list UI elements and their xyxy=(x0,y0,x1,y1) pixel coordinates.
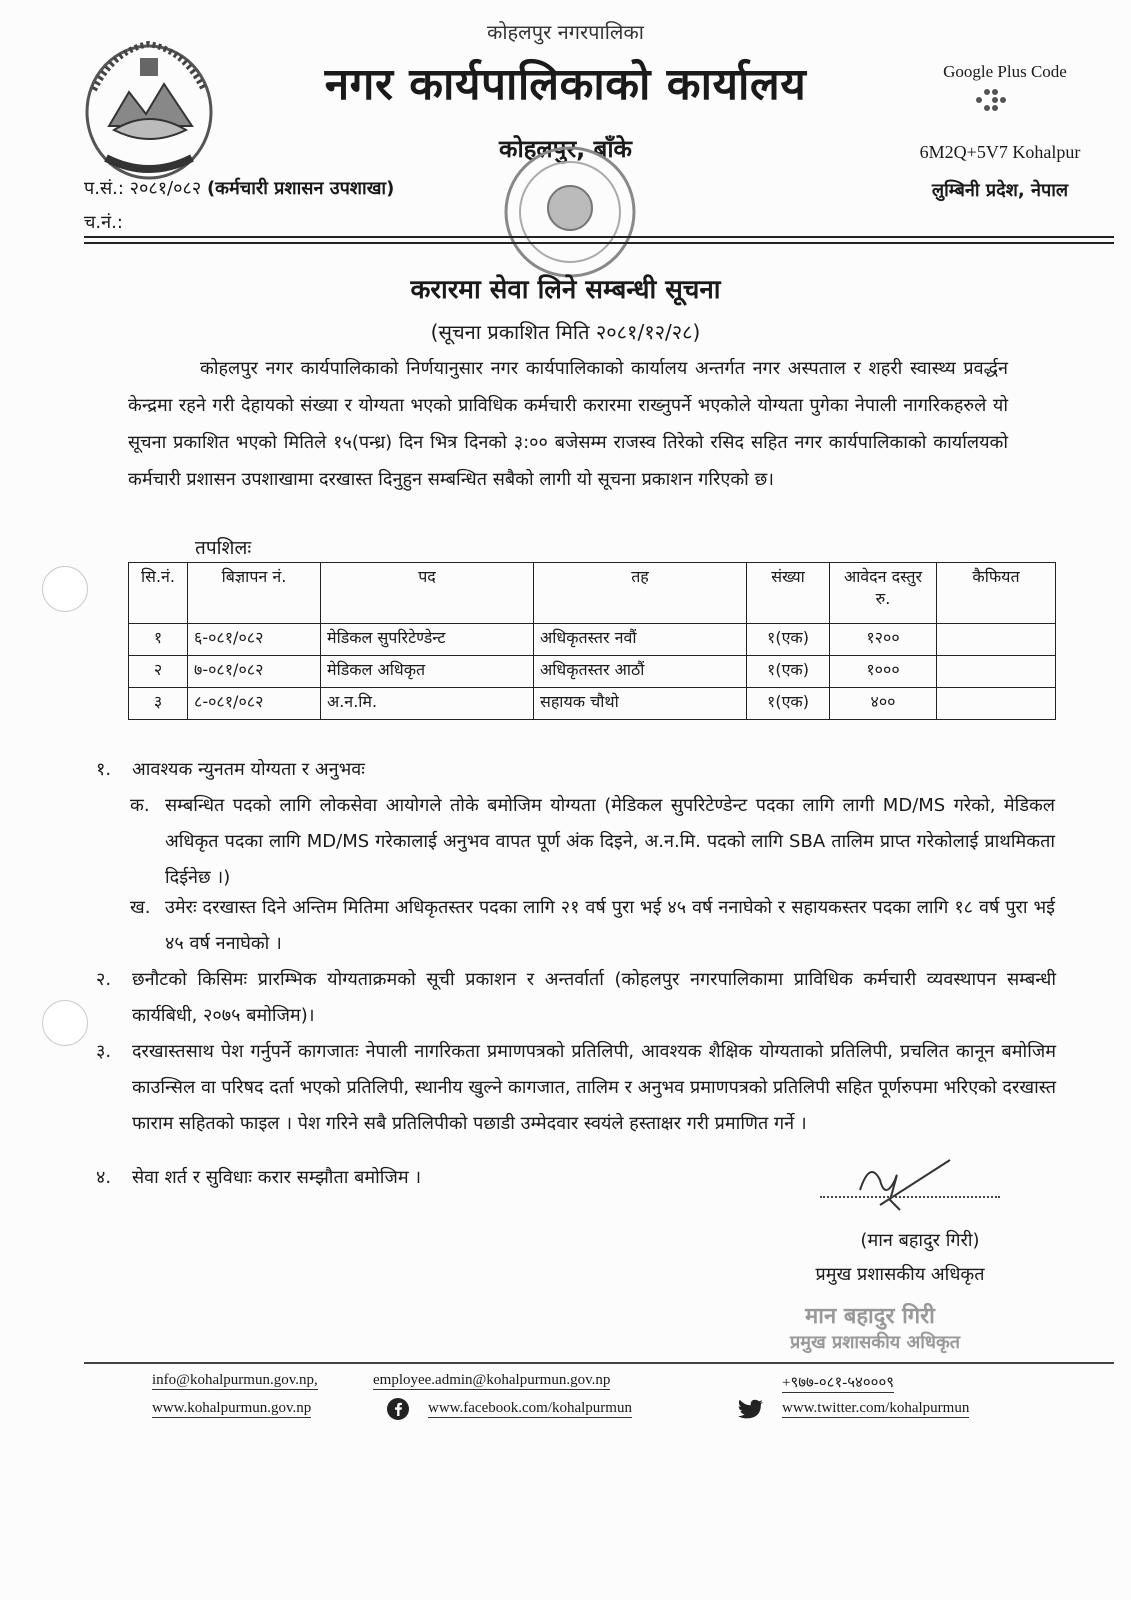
facebook-link[interactable]: www.facebook.com/kohalpurmun xyxy=(428,1400,632,1416)
item-ka-text: सम्बन्धित पदको लागि लोकसेवा आयोगले तोके बमोजिम योग्यता (मेडिकल सुपरिटेण्डेन्ट पदका लागि लागी MD/MS गरेको, मेडिकल अधिकृत पदका लागि MD/MS गरेकालाई अनुभव वापत पूर्ण अंक दिइने, अ.न.मि. पदको लागि SBA तालिम प्राप्त गरेकोलाई प्राथमिकता दिईनेछ ।) xyxy=(165,795,1055,888)
cell-sn: २ xyxy=(129,656,188,688)
cell-post: अ.न.मि. xyxy=(321,688,534,720)
section-3-text: दरखास्तसाथ पेश गर्नुपर्ने कागजातः नेपाली नागरिकता प्रमाणपत्रको प्रतिलिपी, आवश्यक शैक्षिक योग्यताको प्रतिलिपी, प्रचलित कानून बमोजिम काउन्सिल वा परिषद दर्ता भएको प्रतिलिपी, स्थानीय खुल्ने कागजात, तालिम र अनुभव प्रमाणपत्रको प्रतिलिपी सहित पूर्णरुपमा भरिएको दरखास्त फाराम सहितको फाइल । पेश गरिने सबै प्रतिलिपीको पछाडी उम्मेदवार स्वयंले हस्ताक्षर गरी प्रमाणित गर्ने । xyxy=(132,1041,1056,1134)
google-plus-code-label: Google Plus Code xyxy=(943,62,1067,81)
cell-sn: ३ xyxy=(129,688,188,720)
cell-count: १(एक) xyxy=(747,656,830,688)
footer-divider xyxy=(84,1362,1114,1364)
section-4-text: सेवा शर्त र सुविधाः करार सम्झौता बमोजिम । xyxy=(132,1167,422,1188)
reference-number-value: प.सं.: २०८१/०८२ xyxy=(84,178,202,199)
col-ad-no: बिज्ञापन नं. xyxy=(188,563,321,624)
email-info-link[interactable]: info@kohalpurmun.gov.np, xyxy=(152,1372,318,1388)
col-post: पद xyxy=(321,563,534,624)
table-row xyxy=(129,688,1056,720)
header-divider xyxy=(84,236,1114,238)
post-stamp: प्रमुख प्रशासकीय अधिकृत xyxy=(789,1332,961,1353)
cell-post: मेडिकल अधिकृत xyxy=(321,656,534,688)
punch-hole xyxy=(42,1000,88,1046)
office-location: कोहलपुर, बाँके xyxy=(499,135,632,163)
cell-level: अधिकृतस्तर आठौं xyxy=(534,656,747,688)
section-2-number: २. xyxy=(96,969,112,990)
cell-ad-no: ८-०८१/०८२ xyxy=(188,688,321,720)
schedule-label: तपशिलः xyxy=(195,537,252,559)
notice-body-text: कोहलपुर नगर कार्यपालिकाको निर्णयानुसार नगर कार्यपालिकाको कार्यालय अन्तर्गत नगर अस्पताल र शहरी स्वास्थ्य प्रवर्द्धन केन्द्रमा रहने गरी देहायको संख्या र योग्यता भएको प्राविधिक कर्मचारी करारमा राख्नुपर्ने भएकोले योग्यता पुगेका नेपाली नागरिकहरुले यो सूचना प्रकाशित भएको मितिले १५(पन्ध्र) दिन भित्र दिनको ३:०० बजेसम्म राजस्व तिरेको रसिद सहित नगर कार्यपालिकाको कार्यालयको कर्मचारी प्रशासन उपशाखामा दरखास्त दिनुहुन सम्बन्धित सबैको लागी यो सूचना प्रकाशन गरिएको छ। xyxy=(128,358,1008,490)
phone-number: +९७७-०८१-५४०००९ xyxy=(782,1372,894,1393)
cell-level: अधिकृतस्तर नवौं xyxy=(534,624,747,656)
signatory-name: (मान बहादुर गिरी) xyxy=(860,1230,980,1251)
twitter-link[interactable]: www.twitter.com/kohalpurmun xyxy=(782,1400,970,1416)
cell-ad-no: ७-०८१/०८२ xyxy=(188,656,321,688)
cell-fee: १००० xyxy=(830,656,937,688)
section-2-text: छनौटको किसिमः प्रारम्भिक योग्यताक्रमको सूची प्रकाशन र अन्तर्वार्ता (कोहलपुर नगरपालिकामा प्राविधिक कर्मचारी व्यवस्थापन सम्बन्धी कार्यबिधी, २०७५ बमोजिम)। xyxy=(132,969,1056,1026)
reference-number xyxy=(84,176,394,200)
dispatch-number: च.नं.: xyxy=(84,212,123,233)
col-fee: आवेदन दस्तुर रु. xyxy=(830,563,937,624)
municipality-name: कोहलपुर नगरपालिका xyxy=(487,20,644,44)
cell-remarks xyxy=(937,656,1056,688)
col-sn: सि.नं. xyxy=(129,563,188,624)
cell-ad-no: ६-०८१/०८२ xyxy=(188,624,321,656)
punch-hole xyxy=(42,566,88,612)
header-divider xyxy=(84,242,1114,244)
section-number: १. xyxy=(96,759,112,780)
google-plus-code: 6M2Q+5V7 Kohalpur xyxy=(919,142,1081,162)
cell-sn: १ xyxy=(129,624,188,656)
cell-remarks xyxy=(937,688,1056,720)
cell-level: सहायक चौथो xyxy=(534,688,747,720)
item-ka-label: क. xyxy=(130,795,150,816)
table-row xyxy=(129,624,1056,656)
col-remarks: कैफियत xyxy=(937,563,1056,624)
name-stamp: मान बहादुर गिरी xyxy=(805,1304,935,1329)
notice-title: करारमा सेवा लिने सम्बन्धी सूचना xyxy=(410,275,721,305)
province-address: लुम्बिनी प्रदेश, नेपाल xyxy=(931,180,1069,201)
section-title: आवश्यक न्युनतम योग्यता र अनुभवः xyxy=(132,759,365,780)
table-row xyxy=(129,656,1056,688)
item-kha-label: ख. xyxy=(130,897,151,918)
cell-post: मेडिकल सुपरिटेण्डेन्ट xyxy=(321,624,534,656)
vacancy-table xyxy=(128,562,1056,720)
table-header-row xyxy=(129,563,1056,624)
office-seal-stamp xyxy=(495,140,645,285)
cell-count: १(एक) xyxy=(747,624,830,656)
section-3-number: ३. xyxy=(96,1041,112,1062)
handwritten-signature xyxy=(840,1150,960,1220)
section-4-number: ४. xyxy=(96,1167,112,1188)
cell-fee: ४०० xyxy=(830,688,937,720)
email-admin-link[interactable]: employee.admin@kohalpurmun.gov.np xyxy=(373,1372,611,1388)
plus-code-icon xyxy=(965,86,1025,116)
publish-date: (सूचना प्रकाशित मिति २०८१/१२/२८) xyxy=(430,320,701,344)
website-link[interactable]: www.kohalpurmun.gov.np xyxy=(152,1400,312,1416)
notice-body xyxy=(128,350,1008,498)
col-level: तह xyxy=(534,563,747,624)
signatory-post: प्रमुख प्रशासकीय अधिकृत xyxy=(815,1264,985,1285)
reference-section: (कर्मचारी प्रशासन उपशाखा) xyxy=(206,178,395,199)
office-title: नगर कार्यपालिकाको कार्यालय xyxy=(324,59,807,110)
cell-remarks xyxy=(937,624,1056,656)
cell-count: १(एक) xyxy=(747,688,830,720)
col-count: संख्या xyxy=(747,563,830,624)
signature-line xyxy=(820,1188,1000,1198)
section-1-heading xyxy=(96,752,365,788)
twitter-bird-icon xyxy=(738,1399,764,1421)
cell-fee: १२०० xyxy=(830,624,937,656)
item-kha-text: उमेरः दरखास्त दिने अन्तिम मितिमा अधिकृतस्तर पदका लागि २१ वर्ष पुरा भई ४५ वर्ष ननाघेको र सहायकस्तर पदका लागि १८ वर्ष पुरा भई ४५ वर्ष ननाघेको । xyxy=(165,897,1055,954)
facebook-icon xyxy=(387,1398,409,1420)
